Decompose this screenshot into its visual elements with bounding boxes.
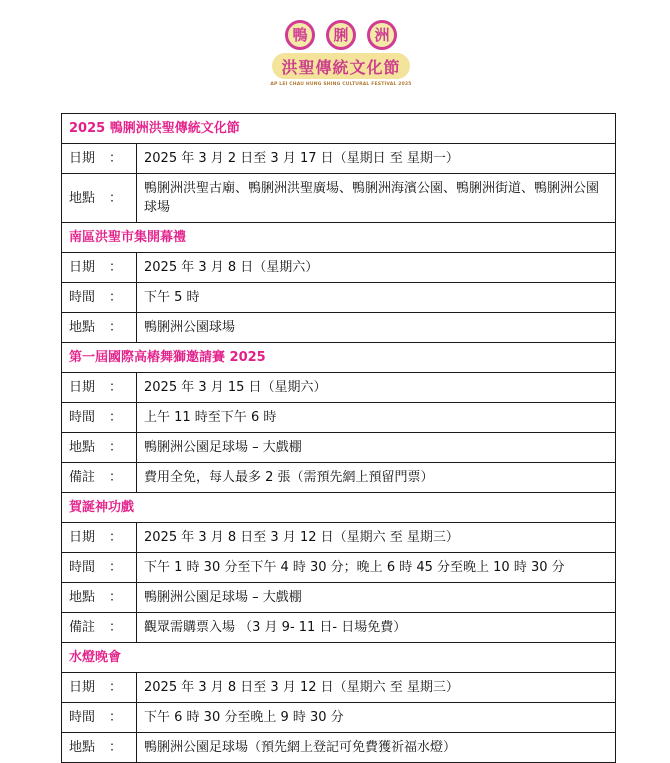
row-label-cell: [62, 403, 137, 433]
row-label-cell: [62, 174, 137, 223]
section-header-row: [62, 493, 616, 523]
festival-logo: [270, 20, 412, 102]
row-label-cell: [62, 523, 137, 553]
row-label: 地點: [69, 590, 96, 605]
row-value: 2025 年 3 月 8 日至 3 月 12 日（星期六 至 星期三）: [137, 523, 616, 553]
section-title: 水燈晚會: [62, 643, 616, 673]
row-value: 費用全免，每人最多 2 張（需預先網上預留門票）: [137, 463, 616, 493]
row-label: 日期: [69, 680, 96, 695]
section-header-row: [62, 343, 616, 373]
row-label: 時間: [69, 290, 96, 305]
detail-row: [62, 373, 616, 403]
section-header-row: [62, 114, 616, 144]
row-label-cell: [62, 433, 137, 463]
row-label: 備註: [69, 470, 96, 485]
row-label-cell: [62, 144, 137, 174]
row-label-cell: [62, 463, 137, 493]
detail-row: [62, 733, 616, 763]
row-label: 地點: [69, 190, 96, 206]
row-label-cell: [62, 553, 137, 583]
row-label: 時間: [69, 560, 96, 575]
row-label-colon: ：: [109, 470, 123, 485]
row-value: 鴨脷洲洪聖古廟、鴨脷洲洪聖廣場、鴨脷洲海濱公園、鴨脷洲街道、鴨脷洲公園球場: [137, 174, 616, 223]
row-label-colon: ：: [109, 410, 123, 425]
row-label-cell: [62, 253, 137, 283]
row-label: 日期: [69, 151, 96, 166]
row-label: 時間: [69, 710, 96, 725]
section-header-row: [62, 223, 616, 253]
detail-row: [62, 583, 616, 613]
row-label-colon: ：: [109, 290, 123, 305]
row-value: 2025 年 3 月 2 日至 3 月 17 日（星期日 至 星期一）: [137, 144, 616, 174]
row-label-colon: ：: [109, 620, 123, 635]
detail-row: [62, 553, 616, 583]
row-value: 下午 6 時 30 分至晚上 9 時 30 分: [137, 703, 616, 733]
detail-row: [62, 433, 616, 463]
row-label-cell: [62, 613, 137, 643]
detail-row: [62, 463, 616, 493]
row-value: 鴨脷洲公園球場: [137, 313, 616, 343]
section-title: 2025 鴨脷洲洪聖傳統文化節: [62, 114, 616, 144]
row-value: 鴨脷洲公園足球場 – 大戲棚: [137, 583, 616, 613]
detail-row: [62, 144, 616, 174]
row-label: 時間: [69, 410, 96, 425]
row-label-colon: ：: [109, 680, 123, 695]
schedule-body: [62, 114, 616, 763]
row-value: 下午 5 時: [137, 283, 616, 313]
row-value: 2025 年 3 月 8 日至 3 月 12 日（星期六 至 星期三）: [137, 673, 616, 703]
row-label-colon: ：: [109, 440, 123, 455]
row-label-colon: ：: [109, 190, 123, 206]
detail-row: [62, 613, 616, 643]
row-label-colon: ：: [109, 320, 123, 335]
detail-row: [62, 673, 616, 703]
row-label-cell: [62, 703, 137, 733]
section-header-row: [62, 643, 616, 673]
logo-char: 鴨: [285, 20, 315, 50]
detail-row: [62, 283, 616, 313]
row-label-colon: ：: [109, 590, 123, 605]
detail-row: [62, 703, 616, 733]
section-title: 南區洪聖市集開幕禮: [62, 223, 616, 253]
logo-banner: 洪聖傳統文化節: [272, 53, 410, 79]
row-label-cell: [62, 583, 137, 613]
row-label: 日期: [69, 380, 96, 395]
row-value: 下午 1 時 30 分至下午 4 時 30 分；晚上 6 時 45 分至晚上 10 時 30 分: [137, 553, 616, 583]
row-label-colon: ：: [109, 151, 123, 166]
detail-row: [62, 523, 616, 553]
row-label-colon: ：: [109, 710, 123, 725]
section-title: 賀誕神功戲: [62, 493, 616, 523]
row-label-colon: ：: [109, 380, 123, 395]
row-label-colon: ：: [109, 260, 123, 275]
row-value: 2025 年 3 月 8 日（星期六）: [137, 253, 616, 283]
row-label: 地點: [69, 440, 96, 455]
row-label-cell: [62, 673, 137, 703]
row-value: 觀眾需購票入場 （3 月 9- 11 日- 日場免費）: [137, 613, 616, 643]
detail-row: [62, 253, 616, 283]
row-label-cell: [62, 313, 137, 343]
detail-row: [62, 174, 616, 223]
row-value: 上午 11 時至下午 6 時: [137, 403, 616, 433]
row-label: 備註: [69, 620, 96, 635]
schedule-table: [61, 113, 616, 763]
row-label: 日期: [69, 260, 96, 275]
row-label: 地點: [69, 740, 96, 755]
row-label-colon: ：: [109, 740, 123, 755]
logo-char: 洲: [367, 20, 397, 50]
row-label: 地點: [69, 320, 96, 335]
logo-tagline: AP LEI CHAU HUNG SHING CULTURAL FESTIVAL 2025: [270, 82, 412, 87]
logo-circles: [285, 20, 397, 50]
section-title: 第一屆國際高樁舞獅邀請賽 2025: [62, 343, 616, 373]
row-value: 2025 年 3 月 15 日（星期六）: [137, 373, 616, 403]
row-label-cell: [62, 283, 137, 313]
row-label-colon: ：: [109, 560, 123, 575]
logo-char: 脷: [326, 20, 356, 50]
row-label-cell: [62, 733, 137, 763]
row-label: 日期: [69, 530, 96, 545]
row-value: 鴨脷洲公園足球場 – 大戲棚: [137, 433, 616, 463]
detail-row: [62, 313, 616, 343]
row-label-cell: [62, 373, 137, 403]
row-value: 鴨脷洲公園足球場（預先網上登記可免費獲祈福水燈）: [137, 733, 616, 763]
row-label-colon: ：: [109, 530, 123, 545]
detail-row: [62, 403, 616, 433]
